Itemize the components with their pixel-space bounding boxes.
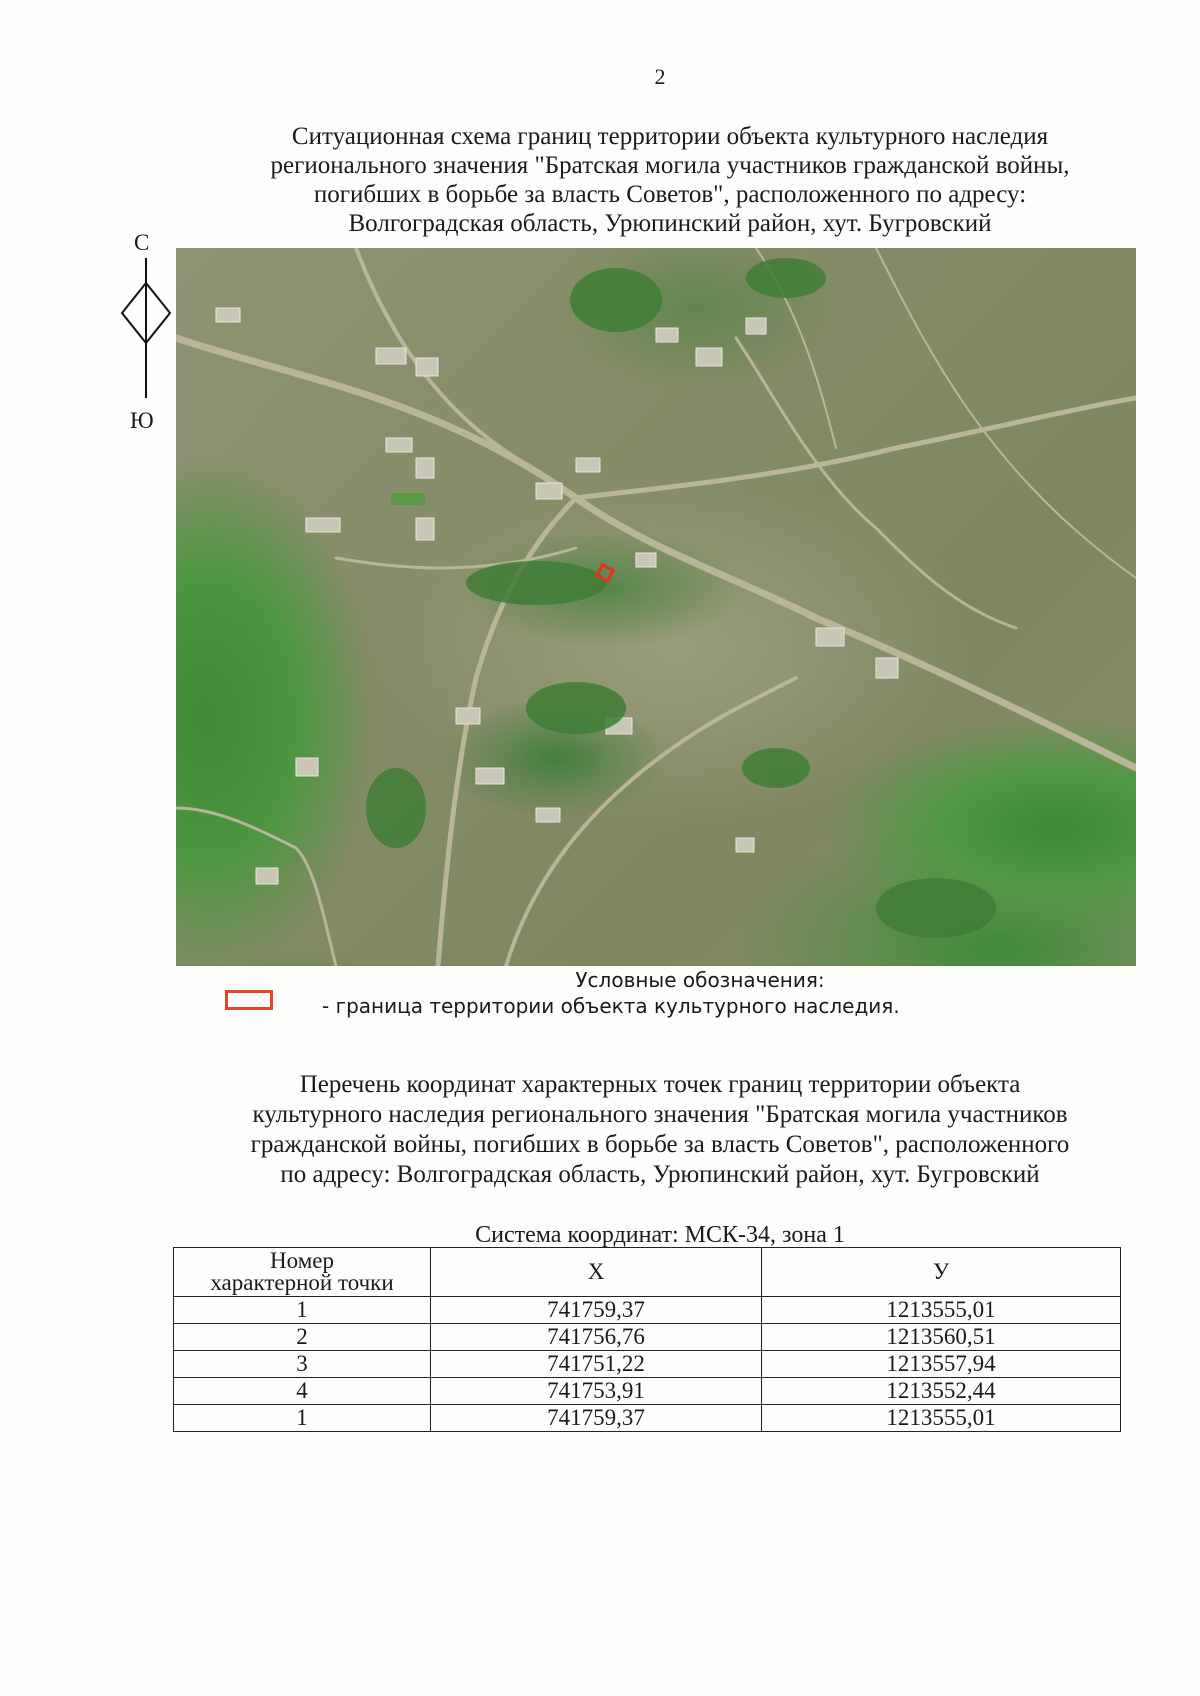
scheme-title-line: регионального значения "Братская могила участников гражданской войны, [270, 152, 1070, 179]
list-title-line: культурного наследия регионального значения "Братская могила участников [252, 1101, 1068, 1128]
list-title-line: Перечень координат характерных точек границ территории объекта [299, 1071, 1021, 1098]
list-title-line: по адресу: Волгоградская область, Урюпинский район, хут. Бугровский [280, 1161, 1040, 1188]
cell-x: 741756,76 [431, 1324, 762, 1351]
header-x: X [431, 1248, 762, 1297]
cell-y: 1213552,44 [762, 1378, 1121, 1405]
cell-point: 1 [174, 1405, 431, 1432]
cell-x: 741759,37 [431, 1405, 762, 1432]
scheme-title-line: Волгоградская область, Урюпинский район, хут. Бугровский [348, 210, 992, 237]
cell-x: 741759,37 [431, 1297, 762, 1324]
coordinate-system-label: Система координат: МСК-34, зона 1 [475, 1222, 845, 1248]
cell-point: 2 [174, 1324, 431, 1351]
scheme-title-line: Ситуационная схема границ территории объекта культурного наследия [291, 123, 1049, 150]
list-title-line: гражданской войны, погибших в борьбе за власть Советов", расположенного [250, 1131, 1070, 1158]
map-roads [176, 248, 1136, 966]
header-point-line1: Номер [270, 1248, 334, 1273]
legend-item-label: - граница территории объекта культурного наследия. [322, 994, 900, 1018]
table-row [174, 1351, 1121, 1378]
scheme-title [170, 122, 1170, 238]
cell-y: 1213555,01 [762, 1297, 1121, 1324]
cell-y: 1213557,94 [762, 1351, 1121, 1378]
scheme-title-line: погибших в борьбе за власть Советов", расположенного по адресу: [313, 181, 1027, 208]
satellite-map [176, 248, 1136, 966]
cell-point: 1 [174, 1297, 431, 1324]
table-row [174, 1324, 1121, 1351]
table-row [174, 1297, 1121, 1324]
legend-boundary-swatch [225, 990, 273, 1010]
table-header-row [174, 1248, 1121, 1297]
header-y: У [762, 1248, 1121, 1297]
cell-point: 3 [174, 1351, 431, 1378]
header-point-line2: характерной точки [210, 1270, 394, 1295]
legend-title: Условные обозначения: [575, 968, 825, 992]
compass-north-label: С [134, 230, 150, 255]
coordinates-table [173, 1247, 1121, 1432]
table-row [174, 1405, 1121, 1432]
compass-south-label: Ю [130, 408, 154, 433]
compass-arrow-icon [118, 228, 174, 428]
cell-y: 1213560,51 [762, 1324, 1121, 1351]
header-point-number [174, 1248, 431, 1297]
cell-x: 741751,22 [431, 1351, 762, 1378]
table-row [174, 1378, 1121, 1405]
coordinates-list-title [150, 1070, 1170, 1190]
cell-point: 4 [174, 1378, 431, 1405]
cell-x: 741753,91 [431, 1378, 762, 1405]
page-number: 2 [654, 64, 666, 89]
cell-y: 1213555,01 [762, 1405, 1121, 1432]
